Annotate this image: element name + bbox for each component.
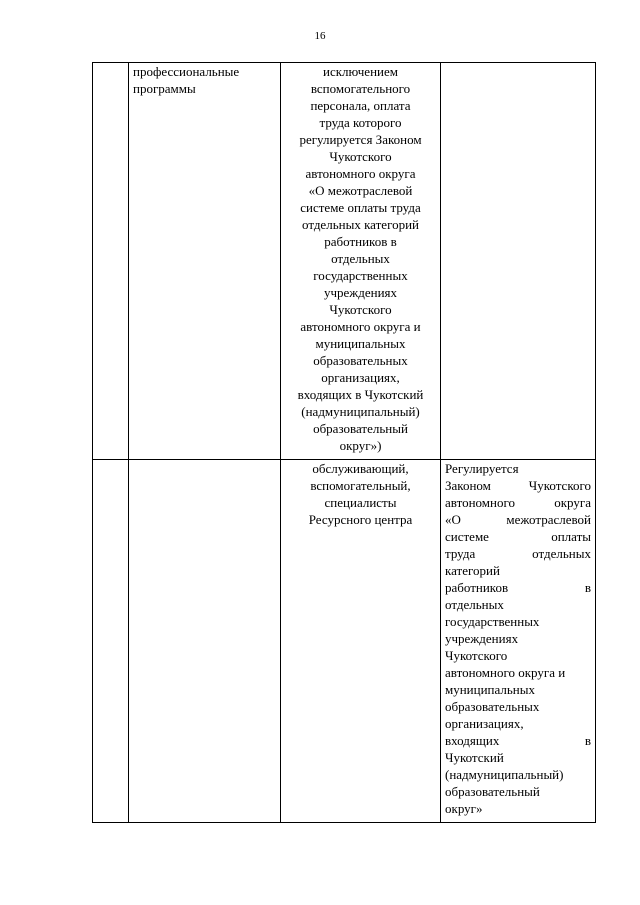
table-cell-staff-category <box>281 460 441 823</box>
cell-line: системе оплаты <box>445 529 591 544</box>
table-cell-program-type <box>129 63 281 460</box>
cell-line: округ») <box>339 438 382 453</box>
cell-line: отдельных <box>331 251 390 266</box>
cell-line: образовательный <box>445 784 540 799</box>
cell-line: учреждениях <box>323 285 398 300</box>
cell-line: регулируется Законом <box>299 132 422 147</box>
cell-line: «О межотраслевой <box>445 512 591 527</box>
page-number: 16 <box>314 30 326 42</box>
cell-line: автономного округа и <box>300 319 421 334</box>
cell-line: работников в <box>445 580 591 595</box>
cell-line: отдельных <box>445 597 504 612</box>
cell-line: труда которого <box>319 115 402 130</box>
cell-line: персонала, оплата <box>310 98 411 113</box>
cell-line: Чукотского <box>329 149 392 164</box>
table-row <box>93 460 596 823</box>
cell-line: автономного округа <box>445 495 591 510</box>
cell-line: автономного округа <box>305 166 416 181</box>
cell-line: Чукотского <box>445 648 508 663</box>
cell-line: профессиональные <box>133 64 240 79</box>
cell-line: входящих в <box>445 733 591 748</box>
table-cell-program-type <box>129 460 281 823</box>
document-table <box>92 62 596 823</box>
cell-line: организациях, <box>445 716 524 731</box>
cell-line: труда отдельных <box>445 546 591 561</box>
cell-line: вспомогательного <box>310 81 411 96</box>
cell-line: программы <box>133 81 196 96</box>
cell-line: государственных <box>313 268 408 283</box>
table-cell-regulation <box>441 460 596 823</box>
cell-line: «О межотраслевой <box>308 183 413 198</box>
cell-line: образовательных <box>313 353 408 368</box>
cell-line: Законом Чукотского <box>445 478 591 493</box>
cell-line: работников в <box>324 234 397 249</box>
cell-line: категорий <box>445 563 500 578</box>
table-cell-regulation <box>441 63 596 460</box>
cell-line: муниципальных <box>445 682 536 697</box>
cell-line: автономного округа и <box>445 665 566 680</box>
table-row <box>93 63 596 460</box>
cell-line: отдельных категорий <box>301 217 419 232</box>
cell-line: округ» <box>445 801 483 816</box>
cell-line: (надмуниципальный) <box>301 404 420 419</box>
cell-line: образовательных <box>445 699 540 714</box>
cell-line: вспомогательный, <box>310 478 411 493</box>
cell-line: Чукотский <box>445 750 504 765</box>
cell-line: организациях, <box>321 370 400 385</box>
cell-line: учреждениях <box>445 631 519 646</box>
cell-line: (надмуниципальный) <box>445 767 564 782</box>
cell-line: исключением <box>323 64 398 79</box>
cell-line: Чукотского <box>329 302 392 317</box>
cell-line: государственных <box>445 614 540 629</box>
table-cell-empty <box>93 63 129 460</box>
cell-line: специалисты <box>324 495 397 510</box>
cell-line: Ресурсного центра <box>308 512 413 527</box>
cell-line: системе оплаты труда <box>300 200 421 215</box>
cell-line: образовательный <box>313 421 408 436</box>
cell-line: обслуживающий, <box>312 461 409 476</box>
cell-line: Регулируется <box>445 461 519 476</box>
table-cell-staff-category <box>281 63 441 460</box>
table-cell-empty <box>93 460 129 823</box>
cell-line: входящих в Чукотский <box>297 387 424 402</box>
cell-line: муниципальных <box>315 336 406 351</box>
